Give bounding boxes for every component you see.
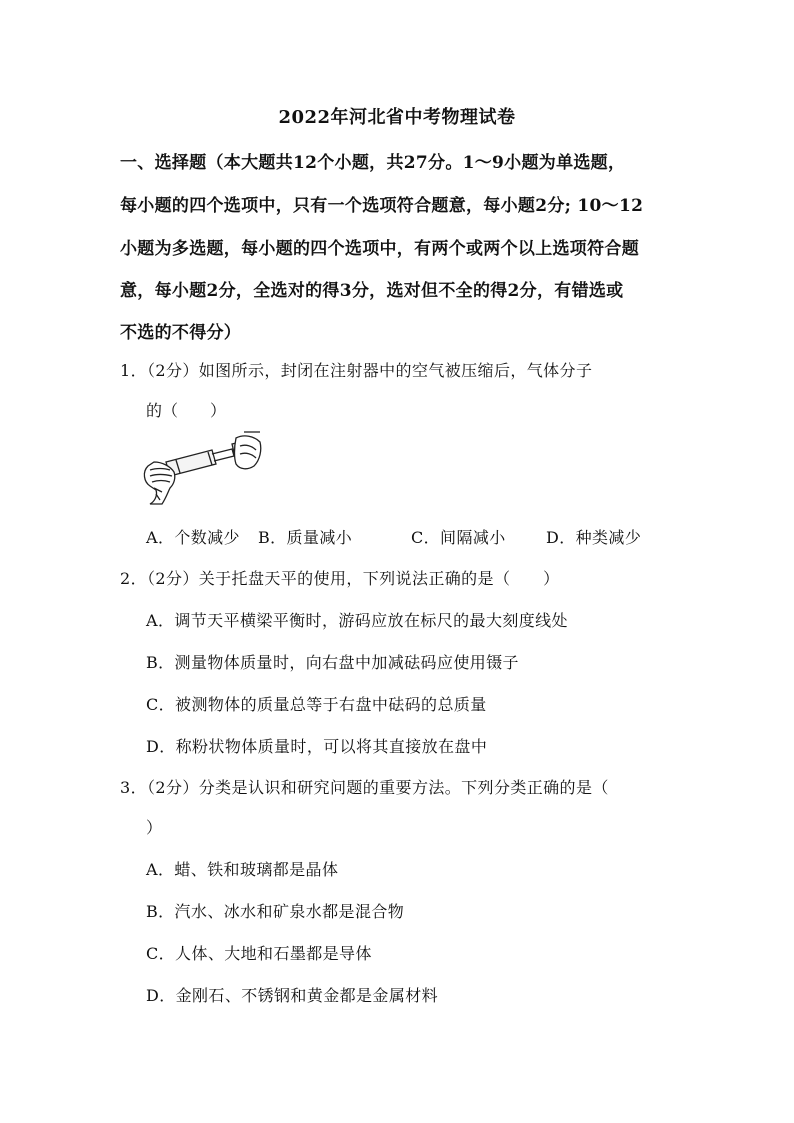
question-3-option-c: C．人体、大地和石墨都是导体	[146, 944, 372, 963]
page-title: 2022年河北省中考物理试卷	[278, 107, 516, 128]
question-3-option-b: B．汽水、冰水和矿泉水都是混合物	[146, 902, 405, 921]
question-2-option-a: A．调节天平横梁平衡时，游码应放在标尺的最大刻度线处	[146, 611, 568, 630]
question-2-option-b: B．测量物体质量时，向右盘中加减砝码应使用镊子	[146, 653, 519, 672]
question-1-stem: 1．（2分）如图所示，封闭在注射器中的空气被压缩后，气体分子	[120, 361, 593, 380]
question-3-option-d: D．金刚石、不锈钢和黄金都是金属材料	[146, 986, 439, 1005]
question-1-option-b: B．质量减小	[258, 528, 353, 547]
question-1-stem-cont: 的（ ）	[146, 401, 227, 420]
question-1-option-c: C．间隔减小	[411, 528, 506, 547]
question-2-stem: 2．（2分）关于托盘天平的使用，下列说法正确的是（ ）	[120, 569, 560, 588]
question-3-option-a: A．蜡、铁和玻璃都是晶体	[146, 860, 339, 879]
question-3-stem-cont: ）	[146, 818, 163, 837]
question-1-option-d: D．种类减少	[546, 528, 642, 547]
question-1-option-a: A．个数减少	[146, 528, 240, 547]
section-header-line: 不选的不得分）	[120, 323, 242, 343]
section-header-line: 小题为多选题，每小题的四个选项中，有两个或两个以上选项符合题	[120, 239, 639, 259]
question-2-option-d: D．称粉状物体质量时，可以将其直接放在盘中	[146, 737, 488, 756]
question-3-stem: 3．（2分）分类是认识和研究问题的重要方法。下列分类正确的是（	[120, 778, 609, 797]
question-2-option-c: C．被测物体的质量总等于右盘中砝码的总质量	[146, 695, 487, 714]
section-header-line: 每小题的四个选项中，只有一个选项符合题意，每小题2分; 10～12	[120, 196, 644, 216]
section-header-line: 意，每小题2分，全选对的得3分，选对但不全的得2分，有错选或	[120, 281, 624, 301]
section-header-line: 一、选择题（本大题共12个小题，共27分。1～9小题为单选题，	[120, 153, 626, 173]
syringe-hand-illustration	[136, 430, 264, 506]
